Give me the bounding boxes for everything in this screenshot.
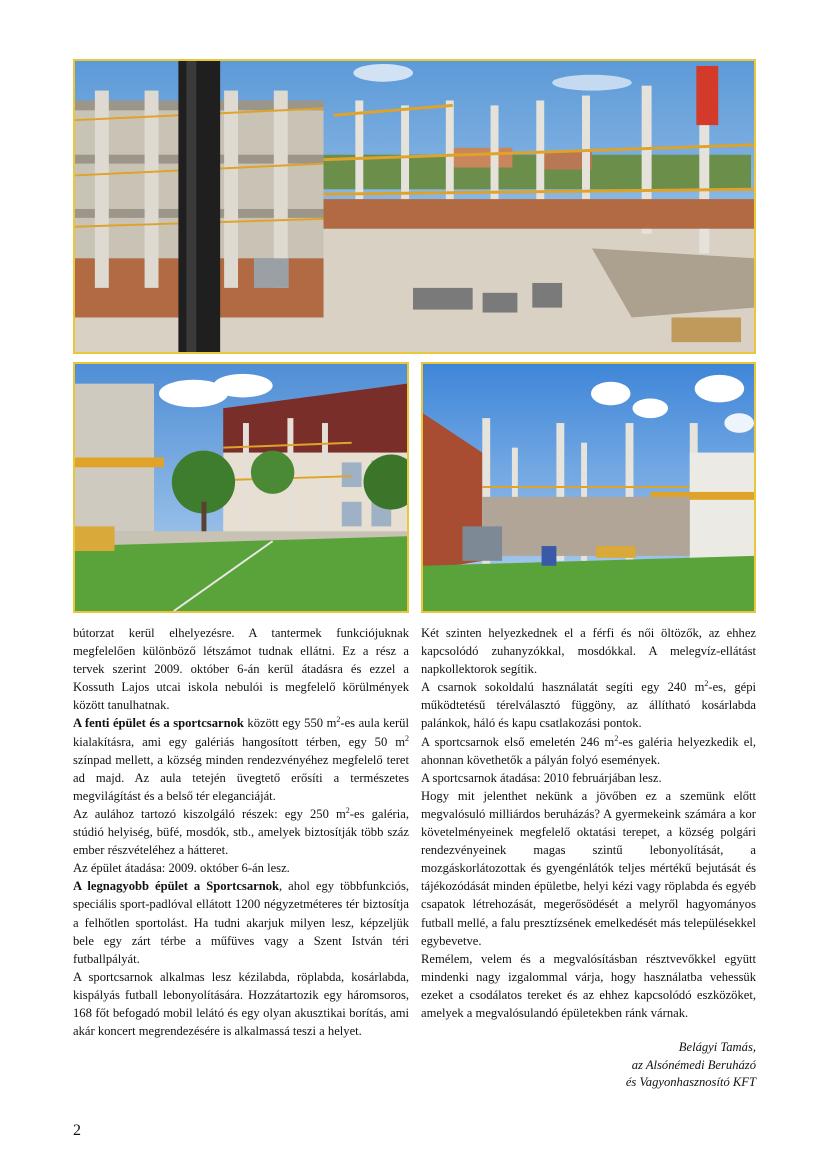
paragraph: Az aulához tartozó kiszolgáló részek: egy 250 $m^2-es$ galéria, stúdió helyiség, büfé, mosdók, stb., amelyek biztosítják több száz ember részvételéhez a hátteret. — [73, 805, 409, 858]
author-signature — [560, 1039, 756, 1092]
paragraph: A sportcsarnok alkalmas lesz kézilabda, röplabda, kosárlabda, kispályás futball lebonyolítására. Hozzátartozik egy háromsoros, 168 főt befogadó mobil lelátó és egy olyan akusztikai borítás, ami akár koncert megrendezésére is alkalmassá teszi a helyet. — [73, 969, 409, 1039]
author-company-line-1: az Alsónémedi Beruházó — [631, 1057, 756, 1072]
paragraph: bútorzat kerül elhelyezésre. A tantermek funkciójuknak megfelelően különböző létszámot tudnak ellátni. Ez a rész a tervek szerint 2009. október 6-án kerül átadásra és ezzel a Kossuth Lajos utcai iskola nebulói is megfelelő körülmények között tanulhatnak. — [73, 626, 409, 713]
article-left-column — [73, 624, 409, 1040]
paragraph: A fenti épület és a sportcsarnok között egy 550 $m^2-es$ aula kerül kialakításra, ami egy galériás hangosított térben, egy 50 $m^2$ színpad mellett, a község minden rendezvényéhez megfelelő teret ad majd. Az aula tetején üvegtető erősíti a természetes megvilágítást és a belső tér eleganciáját. — [73, 715, 409, 803]
author-name: Belágyi Tamás, — [678, 1040, 756, 1054]
paragraph: A csarnok sokoldalú használatát segíti egy 240 $m^2-es$, gépi működtetésű térelválasztó függöny, az állítható kosárlabda palánkok, háló és kapu csatlakozási pontok. — [421, 679, 756, 731]
paragraph: A sportcsarnok átadása: 2010 februárjában lesz. — [421, 770, 662, 785]
construction-site-photo — [73, 59, 756, 354]
paragraph: A sportcsarnok első emeletén 246 $m^2-es$ galéria helyezkedik el, ahonnan követhetők a pályán folyó események. — [421, 733, 757, 767]
paragraph: A legnagyobb épület a Sportcsarnok, ahol egy többfunkciós, speciális sport-padlóval ellátott 1200 négyzetméteres tér biztosítja a felhőtlen sportolást. Ha tudni akarjuk milyen lesz, képzeljük bele egy zárt térbe a műfüves vagy a Szent István téri futballpályát. — [73, 879, 409, 966]
paragraph: Két szinten helyezkednek el a férfi és női öltözők, az ehhez kapcsolódó zuhanyzókkal, mosdókkal. A melegvíz-ellátást napkollektorok segítik. — [421, 626, 756, 677]
paragraph: Remélem, velem és a megvalósításban résztvevőkkel együtt mindenki nagy izgalommal várja, hogy használatba vehessük ezeket a csodálatos tereket és az ehhez kapcsolódó eszközöket, amelyek a megvalósulandó épületekben ránk várnak. — [421, 951, 756, 1020]
sports-hall-photo — [421, 362, 756, 613]
paragraph: Az épület átadása: 2009. október 6-án lesz. — [73, 861, 290, 876]
bold-heading: A legnagyobb épület a Sportcsarnok — [73, 879, 280, 894]
bold-heading: A fenti épület és a sportcsarnok — [73, 716, 244, 731]
page-number: 2 — [73, 1122, 81, 1139]
paragraph: Hogy mit jelenthet nekünk a jövőben ez a szemünk előtt megvalósuló milliárdos beruházás? A gyermekeink számára a kor követelményeinek megfelelő oktatási terepet, a község polgári rendezvényeinek magas szintű lebonyolítását, a mozgáskorlátozottak és gyengénlátók teljes mértékű bejutását és tájékozódását minden épületbe, helyi kézi vagy röplabda és egyéb csapatok létrehozását, megerősödését a melyről hagyományos futball mellé, a falu presztízsének emelkedését más településekkel egybevetve. — [421, 788, 756, 948]
school-building-photo — [73, 362, 409, 613]
author-company-line-2: és Vagyonhasznosító KFT — [625, 1075, 756, 1089]
article-right-column — [421, 624, 756, 1022]
